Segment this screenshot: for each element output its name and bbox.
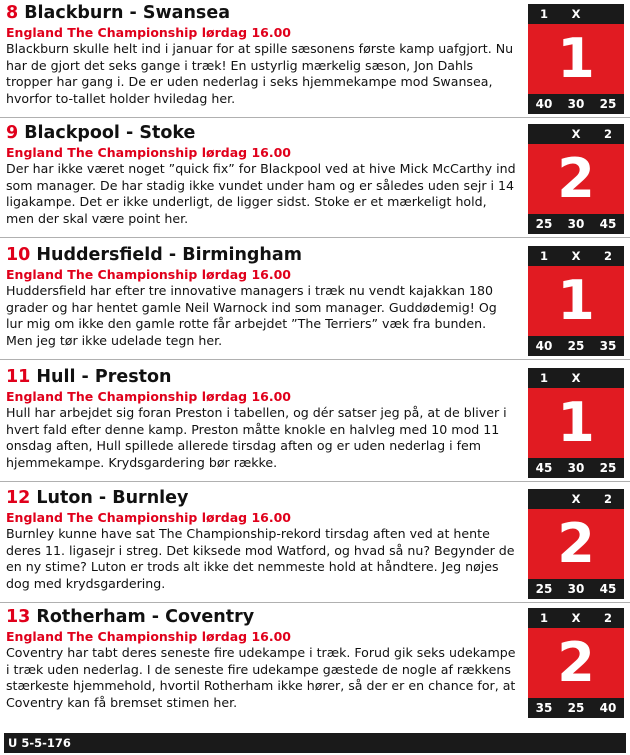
mark-away: 2 <box>603 611 612 625</box>
pct-home: 40 <box>535 97 553 111</box>
pct-home: 45 <box>535 461 553 475</box>
match-text <box>6 364 516 471</box>
match-text <box>6 604 516 711</box>
match-text <box>6 485 516 592</box>
match-text <box>6 120 516 227</box>
match-block <box>0 120 630 238</box>
mark-away: 2 <box>603 127 612 141</box>
match-subtitle: England The Championship lørdag 16.00 <box>6 629 291 644</box>
pct-away: 45 <box>599 217 617 231</box>
main-tip: 2 <box>557 512 595 575</box>
match-title: Luton - Burnley <box>36 488 189 508</box>
match-block <box>0 0 630 118</box>
pct-away: 35 <box>599 339 617 353</box>
footer-system-bar <box>4 733 626 753</box>
main-tip: 1 <box>557 27 595 90</box>
mark-draw: X <box>571 7 581 21</box>
mark-home: 1 <box>539 249 548 263</box>
mark-draw: X <box>571 611 581 625</box>
match-subtitle: England The Championship lørdag 16.00 <box>6 510 291 525</box>
pct-away: 40 <box>599 701 617 715</box>
match-subtitle: England The Championship lørdag 16.00 <box>6 25 291 40</box>
tip-marks-bar <box>528 489 624 509</box>
main-tip: 2 <box>557 631 595 694</box>
pct-home: 35 <box>535 701 553 715</box>
pct-home: 40 <box>535 339 553 353</box>
mark-home: 1 <box>539 7 548 21</box>
match-title-row <box>6 485 516 511</box>
tip-box <box>528 489 624 599</box>
pct-away: 25 <box>599 461 617 475</box>
match-number: 9 <box>6 123 19 143</box>
match-block <box>0 364 630 482</box>
mark-draw: X <box>571 371 581 385</box>
match-block <box>0 485 630 603</box>
pct-away: 25 <box>599 97 617 111</box>
match-subtitle: England The Championship lørdag 16.00 <box>6 145 291 160</box>
mark-draw: X <box>571 492 581 506</box>
match-description: Coventry har tabt deres seneste fire udekampe i træk. Forud gik seks udekampe i træk uden nederlag. I de seneste fire udekampe gæstede de nogle af rækkens stærkeste hjemmehold, hvortil Rotherham ikke hører, så der er en chance for, at Coventry kan få bremset stimen her. <box>6 645 516 710</box>
tip-marks-bar <box>528 246 624 266</box>
match-title: Blackpool - Stoke <box>24 123 196 143</box>
match-block <box>0 242 630 360</box>
main-tip: 2 <box>557 147 595 210</box>
match-title-row <box>6 120 516 146</box>
pct-home: 25 <box>535 217 553 231</box>
main-tip: 1 <box>557 269 595 332</box>
match-text <box>6 242 516 349</box>
pct-home: 25 <box>535 582 553 596</box>
tip-percentages-bar <box>528 458 624 478</box>
mark-away: 2 <box>603 249 612 263</box>
match-title: Rotherham - Coventry <box>36 607 255 627</box>
match-number: 12 <box>6 488 31 508</box>
match-title: Blackburn - Swansea <box>24 3 231 23</box>
match-number: 13 <box>6 607 31 627</box>
tip-marks-bar <box>528 124 624 144</box>
match-title-row <box>6 242 516 268</box>
tip-marks-bar <box>528 368 624 388</box>
tip-box <box>528 124 624 234</box>
mark-draw: X <box>571 127 581 141</box>
pct-draw: 30 <box>567 461 585 475</box>
pct-draw: 30 <box>567 582 585 596</box>
tip-marks-bar <box>528 4 624 24</box>
footer-system-text: U 5-5-176 <box>8 736 71 750</box>
match-description: Huddersfield har efter tre innovative managers i træk nu vendt kajakkan 180 grader og har hentet gamle Neil Warnock ind som manager. Guddødemig! Og lur mig om ikke den gamle rotte får arbejdet ”The Terriers” væk fra bunden. Men jeg tør ikke udelade tegn her. <box>6 283 497 348</box>
tip-box <box>528 246 624 356</box>
match-number: 11 <box>6 367 31 387</box>
main-tip: 1 <box>557 391 595 454</box>
match-description: Burnley kunne have sat The Championship-rekord tirsdag aften ved at hente deres 11. ligasejr i streg. Det kiksede mod Watford, og hvad så nu? Begynder de en ny stime? Luton er trods alt ikke det nemmeste hold at håndtere. Jeg nøjes dog med krydsgardering. <box>6 526 515 591</box>
match-description: Hull har arbejdet sig foran Preston i tabellen, og dér satser jeg på, at de bliver i hvert fald efter denne kamp. Preston måtte knokle en halvleg med 10 mod 11 onsdag aften, Hull spillede allerede tirsdag aften og er uden nederlag i fem hjemmekampe. Krydsgardering bør række. <box>6 405 507 470</box>
pct-draw: 25 <box>567 701 585 715</box>
match-number: 8 <box>6 3 19 23</box>
match-title-row <box>6 364 516 390</box>
mark-draw: X <box>571 249 581 263</box>
match-title: Hull - Preston <box>36 367 172 387</box>
tip-marks-bar <box>528 608 624 628</box>
pct-draw: 30 <box>567 97 585 111</box>
match-number: 10 <box>6 245 31 265</box>
match-description: Blackburn skulle helt ind i januar for at spille sæsonens første kamp uafgjort. Nu har de gjort det seks gange i træk! En ustyrlig mærkelig sæson, Jon Dahls tropper har gang i. De er uden nederlag i seks hjemmekampe mod Swansea, hvorfor to-tallet holder hviledag her. <box>6 41 514 106</box>
pct-away: 45 <box>599 582 617 596</box>
match-title-row <box>6 604 516 630</box>
match-description: Der har ikke været noget ”quick fix” for Blackpool ved at hive Mick McCarthy ind som manager. De har stadig ikke vundet under ham og er således uden sejr i 14 ligakampe. Det er ikke underligt, de ligger sidst. Stoke er et mærkeligt hold, men der skal være point her. <box>6 161 516 226</box>
tip-box <box>528 608 624 718</box>
tip-box <box>528 4 624 114</box>
match-text <box>6 0 516 107</box>
match-subtitle: England The Championship lørdag 16.00 <box>6 267 291 282</box>
match-title: Huddersfield - Birmingham <box>36 245 302 265</box>
tip-percentages-bar <box>528 94 624 114</box>
match-block <box>0 604 630 722</box>
pct-draw: 25 <box>567 339 585 353</box>
mark-away: 2 <box>603 492 612 506</box>
mark-home: 1 <box>539 371 548 385</box>
tip-percentages-bar <box>528 698 624 718</box>
tip-box <box>528 368 624 478</box>
tip-percentages-bar <box>528 336 624 356</box>
tip-percentages-bar <box>528 579 624 599</box>
match-subtitle: England The Championship lørdag 16.00 <box>6 389 291 404</box>
mark-home: 1 <box>539 611 548 625</box>
match-title-row <box>6 0 516 26</box>
tip-percentages-bar <box>528 214 624 234</box>
pct-draw: 30 <box>567 217 585 231</box>
